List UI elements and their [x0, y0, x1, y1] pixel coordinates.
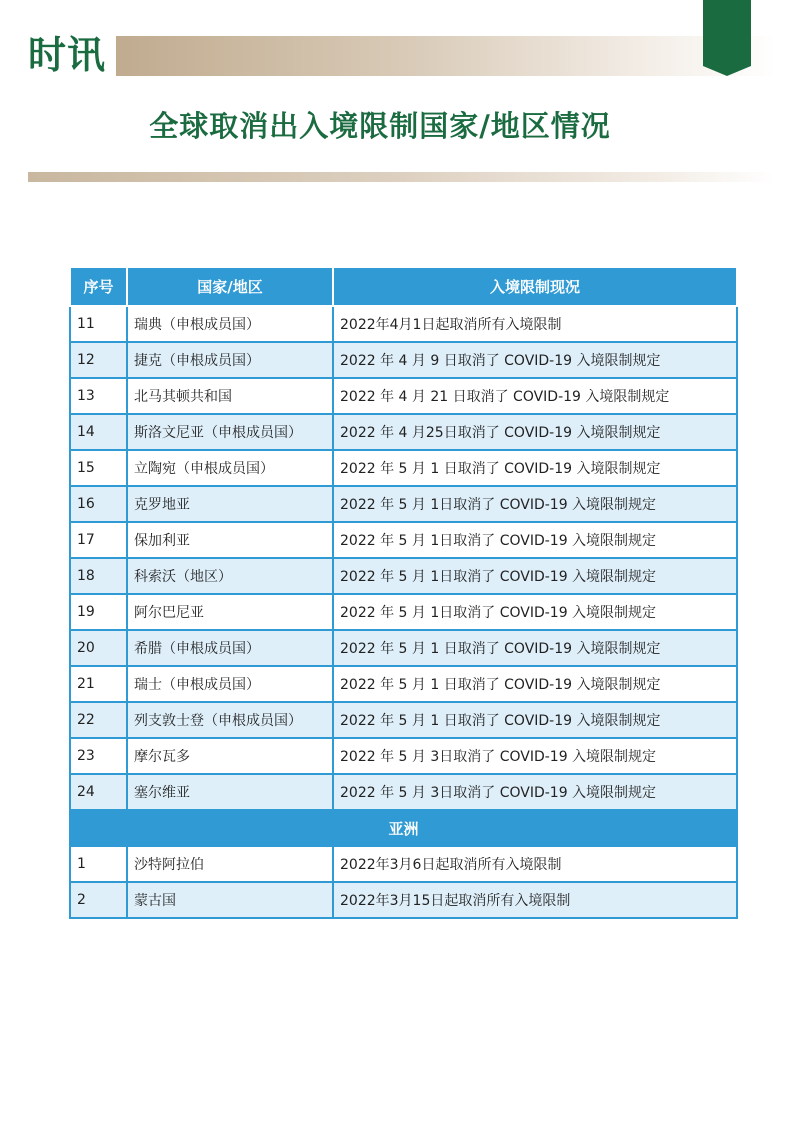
row-number: 19 [70, 594, 127, 630]
table-row [70, 342, 737, 378]
table-row [70, 486, 737, 522]
row-country: 列支敦士登（申根成员国） [127, 702, 333, 738]
column-header-number: 序号 [70, 267, 127, 306]
corner-tab-icon [703, 0, 751, 76]
row-status: 2022年4月1日起取消所有入境限制 [333, 306, 737, 342]
table-row [70, 702, 737, 738]
row-status: 2022 年 5 月 1 日取消了 COVID-19 入境限制规定 [333, 450, 737, 486]
section-label: 时讯 [28, 33, 107, 77]
table-row [70, 882, 737, 918]
row-number: 22 [70, 702, 127, 738]
row-status: 2022 年 4 月 21 日取消了 COVID-19 入境限制规定 [333, 378, 737, 414]
row-number: 21 [70, 666, 127, 702]
restrictions-table [69, 266, 738, 919]
row-number: 17 [70, 522, 127, 558]
table-row [70, 558, 737, 594]
row-number: 20 [70, 630, 127, 666]
row-country: 摩尔瓦多 [127, 738, 333, 774]
row-number: 24 [70, 774, 127, 810]
title-divider [28, 172, 774, 182]
region-label-asia: 亚洲 [70, 810, 737, 846]
row-country: 保加利亚 [127, 522, 333, 558]
row-country: 克罗地亚 [127, 486, 333, 522]
row-number: 16 [70, 486, 127, 522]
row-country: 希腊（申根成员国） [127, 630, 333, 666]
row-status: 2022 年 5 月 1日取消了 COVID-19 入境限制规定 [333, 486, 737, 522]
row-status: 2022 年 5 月 1 日取消了 COVID-19 入境限制规定 [333, 630, 737, 666]
table-row [70, 414, 737, 450]
row-status: 2022 年 4 月25日取消了 COVID-19 入境限制规定 [333, 414, 737, 450]
row-status: 2022年3月15日起取消所有入境限制 [333, 882, 737, 918]
row-status: 2022 年 5 月 3日取消了 COVID-19 入境限制规定 [333, 738, 737, 774]
row-status: 2022 年 4 月 9 日取消了 COVID-19 入境限制规定 [333, 342, 737, 378]
row-country: 沙特阿拉伯 [127, 846, 333, 882]
column-header-country: 国家/地区 [127, 267, 333, 306]
row-status: 2022年3月6日起取消所有入境限制 [333, 846, 737, 882]
row-status: 2022 年 5 月 3日取消了 COVID-19 入境限制规定 [333, 774, 737, 810]
row-country: 瑞士（申根成员国） [127, 666, 333, 702]
row-number: 13 [70, 378, 127, 414]
table-row [70, 594, 737, 630]
row-status: 2022 年 5 月 1日取消了 COVID-19 入境限制规定 [333, 558, 737, 594]
row-country: 塞尔维亚 [127, 774, 333, 810]
row-number: 15 [70, 450, 127, 486]
row-status: 2022 年 5 月 1 日取消了 COVID-19 入境限制规定 [333, 666, 737, 702]
table-row [70, 846, 737, 882]
row-number: 11 [70, 306, 127, 342]
row-status: 2022 年 5 月 1日取消了 COVID-19 入境限制规定 [333, 522, 737, 558]
table-row [70, 450, 737, 486]
row-country: 斯洛文尼亚（申根成员国） [127, 414, 333, 450]
table-row [70, 630, 737, 666]
region-header-row [70, 810, 737, 846]
table-row [70, 306, 737, 342]
row-number: 14 [70, 414, 127, 450]
table-row [70, 738, 737, 774]
row-number: 1 [70, 846, 127, 882]
row-number: 2 [70, 882, 127, 918]
row-country: 阿尔巴尼亚 [127, 594, 333, 630]
table-row [70, 522, 737, 558]
table-row [70, 666, 737, 702]
row-status: 2022 年 5 月 1日取消了 COVID-19 入境限制规定 [333, 594, 737, 630]
table-header-row [70, 267, 737, 306]
row-country: 瑞典（申根成员国） [127, 306, 333, 342]
row-country: 科索沃（地区） [127, 558, 333, 594]
header-gradient-bar [116, 36, 776, 76]
page-title: 全球取消出入境限制国家/地区情况 [149, 109, 611, 143]
column-header-status: 入境限制现况 [333, 267, 737, 306]
row-number: 23 [70, 738, 127, 774]
row-number: 12 [70, 342, 127, 378]
row-country: 捷克（申根成员国） [127, 342, 333, 378]
table-row [70, 774, 737, 810]
table-row [70, 378, 737, 414]
row-country: 蒙古国 [127, 882, 333, 918]
row-status: 2022 年 5 月 1 日取消了 COVID-19 入境限制规定 [333, 702, 737, 738]
row-country: 北马其顿共和国 [127, 378, 333, 414]
row-country: 立陶宛（申根成员国） [127, 450, 333, 486]
row-number: 18 [70, 558, 127, 594]
